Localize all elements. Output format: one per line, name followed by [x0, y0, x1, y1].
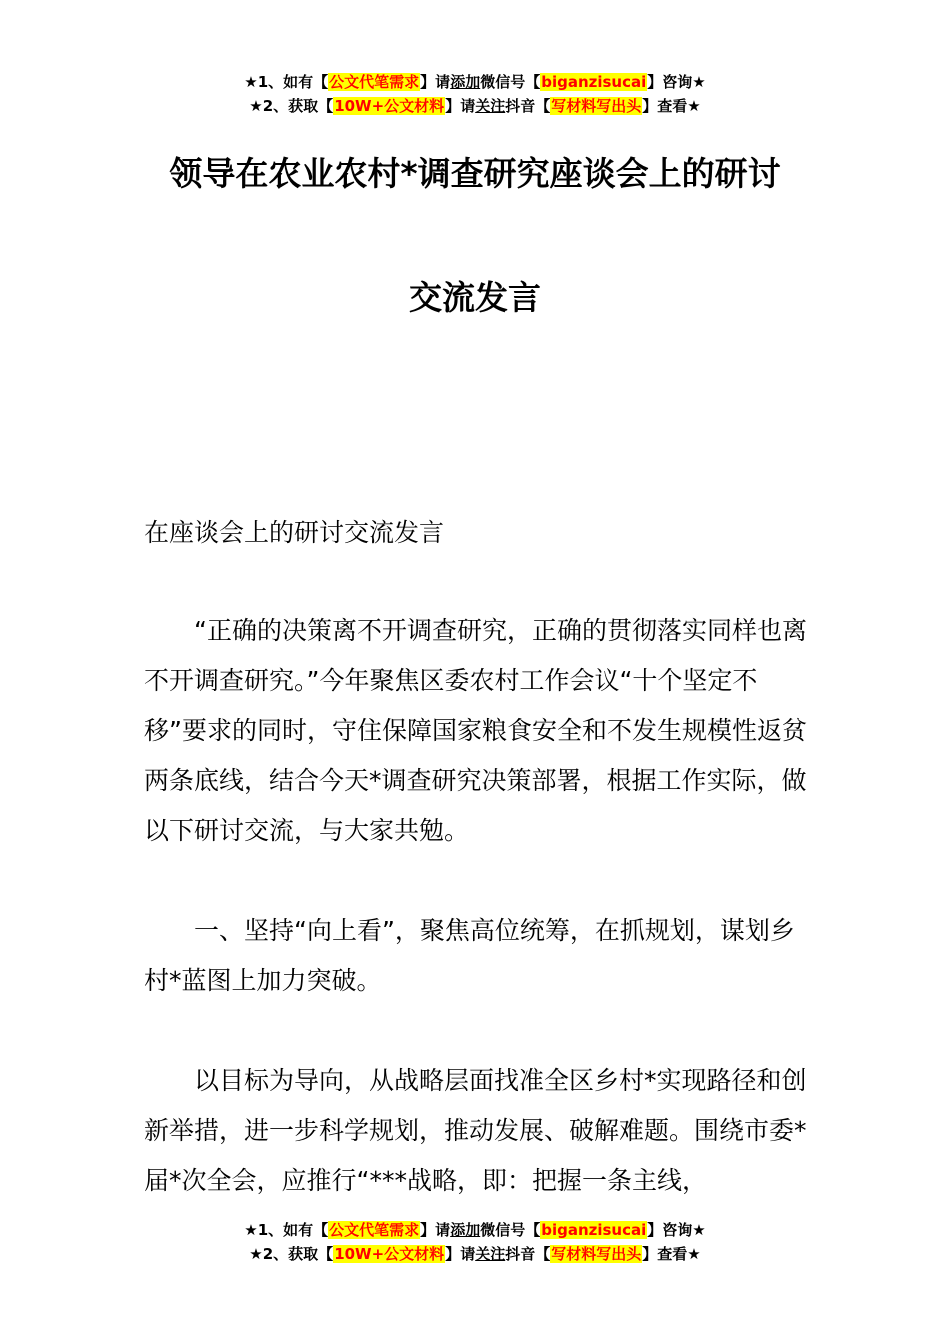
banner-text: 抖音【	[505, 97, 551, 115]
banner-text: ★1、如有【	[244, 1221, 329, 1239]
banner-text: 】请	[445, 97, 476, 115]
highlight-text: 写材料写出头	[551, 1245, 642, 1263]
banner-text: 】请	[445, 1245, 476, 1263]
banner-line-2	[0, 94, 950, 118]
banner-line-1	[0, 1218, 950, 1242]
highlight-text: 10W+公文材料	[334, 97, 445, 115]
banner-text: ★1、如有【	[244, 73, 329, 91]
banner-text: 】请	[420, 73, 451, 91]
highlight-text: 公文代笔需求	[329, 1221, 420, 1239]
underlined-text: 添加	[450, 73, 481, 91]
document-title-line-1: 领导在农业农村*调查研究座谈会上的研讨	[169, 154, 781, 193]
document-title-line-2: 交流发言	[409, 278, 541, 317]
underlined-text: 关注	[475, 1245, 506, 1263]
highlight-text: biganzisucai	[541, 73, 647, 91]
underlined-text: 添加	[450, 1221, 481, 1239]
highlight-text: 公文代笔需求	[329, 73, 420, 91]
banner-text: 】查看★	[642, 97, 701, 115]
banner-text: 抖音【	[505, 1245, 551, 1263]
banner-text: 】咨询★	[647, 1221, 706, 1239]
header-banner	[0, 70, 950, 118]
paragraph-3: 以目标为导向，从战略层面找准全区乡村*实现路径和创新举措，进一步科学规划，推动发展、破解难题。围绕市委*届*次全会，应推行“***战略，即：把握一条主线，	[144, 1066, 807, 1195]
banner-text: ★2、获取【	[249, 97, 334, 115]
underlined-text: 关注	[475, 97, 506, 115]
document-subtitle: 在座谈会上的研讨交流发言	[144, 518, 445, 547]
banner-text: 】咨询★	[647, 73, 706, 91]
banner-text: 】查看★	[642, 1245, 701, 1263]
highlight-text: 写材料写出头	[551, 97, 642, 115]
banner-text: 微信号【	[480, 73, 541, 91]
banner-text: 微信号【	[480, 1221, 541, 1239]
banner-text: 】请	[420, 1221, 451, 1239]
banner-text: ★2、获取【	[249, 1245, 334, 1263]
banner-line-1	[0, 70, 950, 94]
paragraph-1: “正确的决策离不开调查研究，正确的贯彻落实同样也离不开调查研究。”今年聚焦区委农村工作会议“十个坚定不移”要求的同时，守住保障国家粮食安全和不发生规模性返贫两条底线，结合今天*调查研究决策部署，根据工作实际，做以下研讨交流，与大家共勉。	[144, 616, 807, 845]
paragraph-2: 一、坚持“向上看”，聚焦高位统筹，在抓规划，谋划乡村*蓝图上加力突破。	[144, 916, 795, 995]
footer-banner	[0, 1218, 950, 1266]
banner-line-2	[0, 1242, 950, 1266]
highlight-text: 10W+公文材料	[334, 1245, 445, 1263]
highlight-text: biganzisucai	[541, 1221, 647, 1239]
